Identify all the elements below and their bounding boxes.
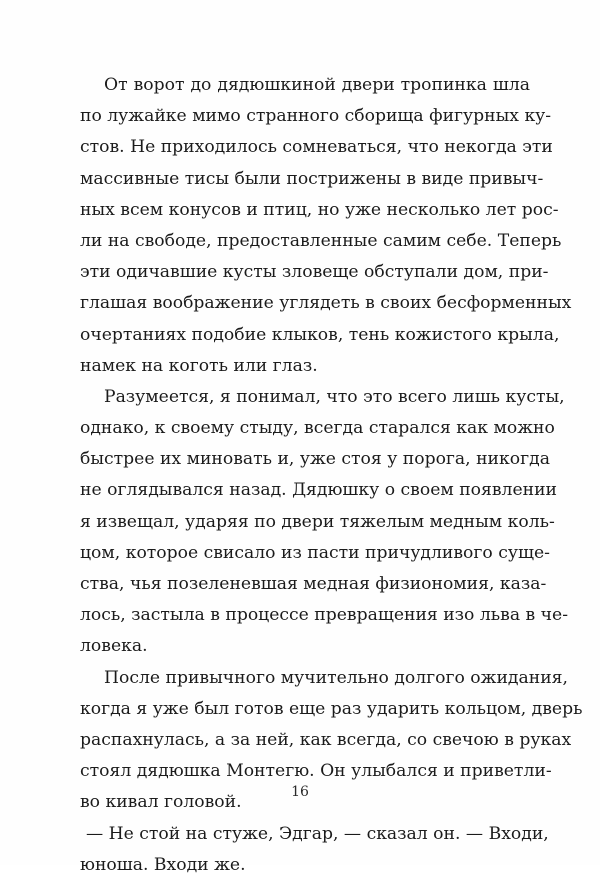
text-line: ства, чья позеленевшая медная физиономия, каза- [80, 574, 547, 594]
text-line: массивные тисы были пострижены в виде привыч- [80, 168, 544, 189]
text-line: я извещал, ударяя по двери тяжелым медным коль- [80, 511, 555, 532]
text-line: стоял дядюшка Монтегю. Он улыбался и приветли- [80, 761, 552, 782]
text-line: глашая воображение углядеть в своих бесформенных [80, 293, 572, 314]
text-line: не оглядывался назад. Дядюшку о своем появлении [80, 480, 557, 501]
text-line: стов. Не приходилось сомневаться, что некогда эти [80, 137, 553, 158]
text-line: цом, которое свисало из пасти причудливого суще- [80, 542, 550, 563]
page-number: 16 [291, 784, 309, 800]
text-line: ных всем конусов и птиц, но уже несколько лет рос- [80, 199, 559, 220]
text-line: После привычного мучительно долгого ожидания, [104, 667, 568, 688]
text-line: Разумеется, я понимал, что это всего лишь кусты, [104, 386, 565, 407]
text-line: ловека. [80, 636, 148, 657]
text-line: ли на свободе, предоставленные самим себе. Теперь [80, 230, 562, 251]
text-line: однако, к своему стыду, всегда старался как можно [80, 418, 555, 439]
text-line: намек на коготь или глаз. [80, 355, 318, 376]
body-text [80, 70, 583, 881]
dialogue-line: юноша. Входи же. [80, 854, 246, 875]
text-line: эти одичавшие кусты зловеще обступали дом, при- [80, 262, 549, 283]
text-line: лось, застыла в процессе превращения изо льва в че- [80, 605, 569, 626]
text-line: От ворот до дядюшкиной двери тропинка шла [104, 75, 530, 95]
text-line: очертаниях подобие клыков, тень кожистого крыла, [80, 324, 560, 345]
text-line: по лужайке мимо странного сборища фигурных ку- [80, 106, 552, 127]
dialogue-line: — Не стой на стуже, Эдгар, — сказал он. — Входи, [86, 823, 549, 844]
text-line: распахнулась, а за ней, как всегда, со свечою в руках [80, 729, 572, 750]
text-line: быстрее их миновать и, уже стоя у порога, никогда [80, 449, 550, 470]
text-line: когда я уже был готов еще раз ударить кольцом, дверь [80, 698, 583, 719]
text-line: во кивал головой. [80, 792, 242, 813]
